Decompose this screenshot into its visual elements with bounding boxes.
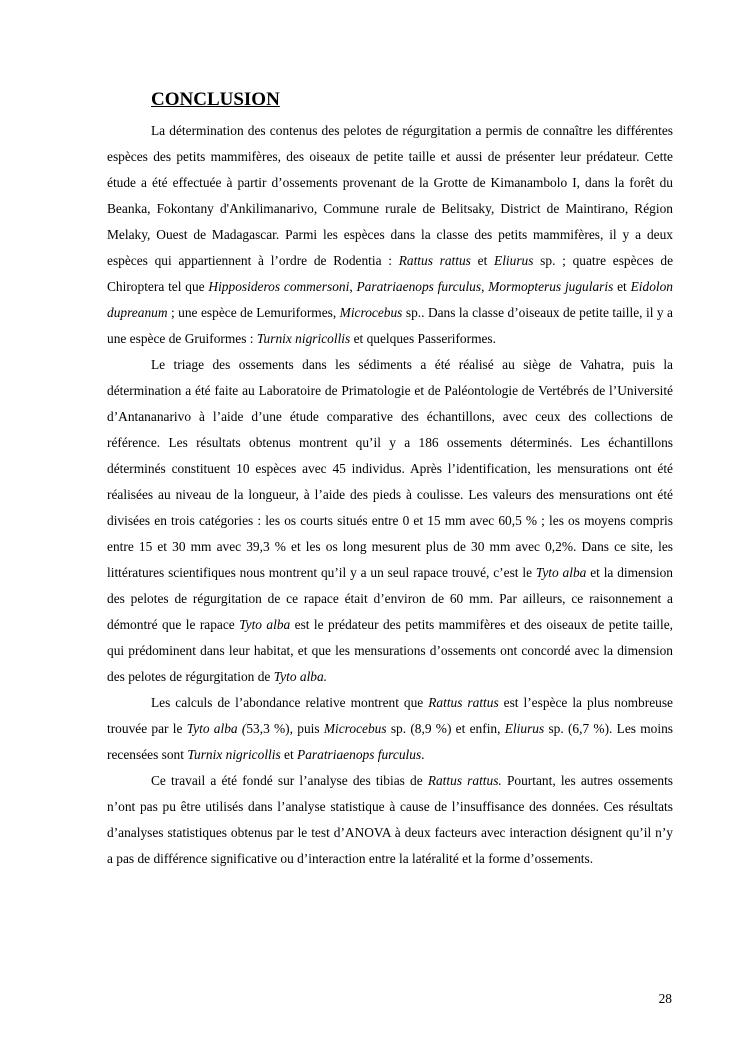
body-text (107, 118, 673, 872)
italic-term: Paratriaenops furculus (356, 279, 482, 294)
italic-term: Eidolon dupreanum (107, 279, 673, 320)
italic-term: Hipposideros commersoni (208, 279, 350, 294)
italic-term: Rattus rattus (428, 695, 499, 710)
text-run: Ce travail a été fondé sur l’analyse des tibias de (151, 773, 428, 788)
paragraph-3 (107, 690, 673, 768)
paragraph-2 (107, 352, 673, 690)
text-run: . (421, 747, 425, 762)
italic-term: Tyto alba (535, 565, 587, 580)
italic-term: Tyto alba (239, 617, 291, 632)
italic-term: Rattus rattus. (427, 773, 502, 788)
italic-term: Turnix nigricollis (187, 747, 281, 762)
page-title: CONCLUSION (151, 89, 280, 110)
text-run: ; une espèce de Lemuriformes, (167, 305, 340, 320)
text-run: est le prédateur des petits mammifères et des oiseaux de petite taille, qui prédominent dans leur habitat, et que les mensurations d’ossements ont concordé avec la dimension des pelotes de régurgitation de (107, 617, 674, 684)
text-run: et (280, 747, 298, 762)
paragraph-4 (107, 768, 673, 872)
text-run: , (481, 279, 489, 294)
italic-term: Tyto alba. (273, 669, 328, 684)
text-run: Le triage des ossements dans les sédiments a été réalisé au siège de Vahatra, puis la détermination a été faite au Laboratoire de Primatologie et de Paléontologie de Vertébrés de l’Université d’Antananarivo à l’aide d’une étude comparative des échantillons, avec ceux des collections de référence. Les résultats obtenus montrent qu’il y a 186 ossements déterminés. Les échantillons déterminés constituent 10 espèces avec 45 individus. Après l’identification, les mensurations ont été réalisées au niveau de la longueur, à l’aide des pieds à coulisse. Les valeurs des mensurations ont été divisées en trois catégories : les os courts situés entre 0 et 15 mm avec 60,5 % ; les os moyens compris entre 15 et 30 mm avec 39,3 % et les os long mesurent plus de 30 mm avec 0,2%. Dans ce site, les littératures scientifiques nous montrent qu’il y a un seul rapace trouvé, c’est le (107, 357, 673, 580)
italic-term: Eliurus (504, 721, 545, 736)
italic-term: Microcebus (339, 305, 403, 320)
text-run: Pourtant, les autres ossements n’ont pas pu être utilisés dans l’analyse statistique à cause de l’insuffisance des données. Ces résultats d’analyses statistiques obtenus par le test d’ANOVA à deux facteurs avec interaction désignent qu’il n’y a pas de différence significative ou d’interaction entre la latéralité et la forme d’ossements. (107, 773, 674, 866)
italic-term: Rattus rattus (398, 253, 471, 268)
italic-term: Mormopterus jugularis (488, 279, 614, 294)
italic-term: Paratriaenops furculus (297, 747, 422, 762)
italic-term: Microcebus (323, 721, 387, 736)
italic-term: Turnix nigricollis (256, 331, 351, 346)
text-run: sp. ; quatre espèces de Chiroptera tel que (107, 253, 674, 294)
text-run: La détermination des contenus des pelotes de régurgitation a permis de connaître les différentes espèces des petits mammifères, des oiseaux de petite taille et aussi de présenter leur prédateur. Cette étude a été effectuée à partir d’ossements provenant de la Grotte de Kimanambolo I, dans la forêt du Beanka, Fokontany d'Ankilimanarivo, Commune rurale de Belitsaky, District de Maintirano, Région Melaky, Ouest de Madagascar. Parmi les espèces dans la classe des petits mammifères, il y a deux espèces qui appartiennent à l’ordre de Rodentia : (107, 123, 673, 268)
text-run: sp.. Dans la classe d’oiseaux de petite taille, il y a une espèce de Gruiformes : (107, 305, 674, 346)
text-run: et (470, 253, 495, 268)
text-run: est l’espèce la plus nombreuse trouvée par le (107, 695, 674, 736)
text-run: et la dimension des pelotes de régurgitation de ce rapace était d’environ de 60 mm. Par ailleurs, ce raisonnement a démontré que le rapace (107, 565, 673, 632)
paragraph-1 (107, 118, 673, 352)
text-run: sp. (8,9 %) et enfin, (386, 721, 505, 736)
page-number: 28 (658, 991, 672, 1006)
italic-term: Eliurus (494, 253, 534, 268)
text-run: 53,3 %), puis (246, 721, 324, 736)
text-run: , (349, 279, 357, 294)
italic-term: Tyto alba ( (186, 721, 247, 736)
text-run: et (613, 279, 631, 294)
text-run: sp. (6,7 %). Les moins recensées sont (107, 721, 673, 762)
text-run: et quelques Passeriformes. (350, 331, 496, 346)
text-run: Les calculs de l’abondance relative montrent que (151, 695, 429, 710)
